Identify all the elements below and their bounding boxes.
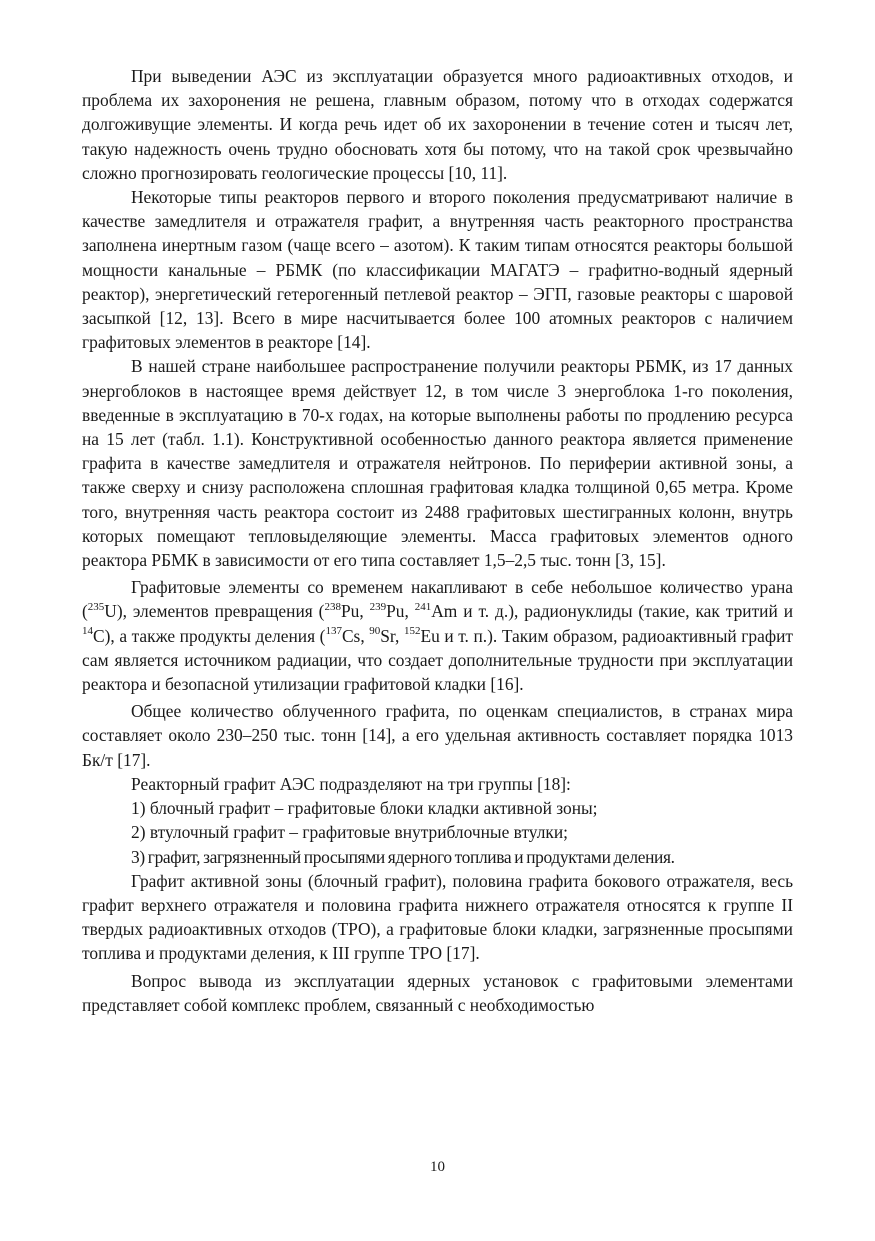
text-span: Pu, — [386, 601, 415, 622]
document-page — [82, 64, 793, 1017]
text-span: Eu и т. п.). Таким образом, радиоактивный графит сам является источником радиации, что создает дополнительные трудности при эксплуатации реактора и безопасной утилизации графитовой кладки [16]. — [82, 625, 794, 695]
isotope-mass: 90 — [369, 624, 381, 637]
isotope-mass: 238 — [324, 600, 341, 613]
page-number: 10 — [430, 1159, 445, 1175]
isotope-mass: 152 — [403, 624, 421, 637]
paragraph-groups-intro: Реакторный графит АЭС подразделяют на три группы [18]: — [131, 773, 571, 794]
list-item-group-3: 3) графит, загрязненный просыпями ядерного топлива и продуктами деления. — [131, 846, 675, 867]
paragraph-rbmk: В нашей стране наибольшее распространение получили реакторы РБМК, из 17 данных энергоблоков в настоящее время действует 12, в том числе 3 энергоблока 1-го поколения, введенные в эксплуатацию в 70-х годах, на которые выполнены работы по продлению ресурса на 15 лет (табл. 1.1). Конструктивной особенностью данного реактора является применение графита в качестве замедлителя и отражателя нейтронов. По периферии активной зоны, а также сверху и снизу расположена сплошная графитовая кладка толщиной 0,65 метра. Кроме того, внутренняя часть реактора состоит из 2488 графитовых шестигранных колонн, внутрь которых помещают тепловыделяющие элементы. Масса графитовых элементов одного реактора РБМК в зависимости от его типа составляет 1,5–2,5 тыс. тонн [3, 15]. — [82, 356, 793, 571]
isotope-mass: 241 — [414, 600, 432, 613]
text-span: Am и т. д.), радионуклиды (такие, как тритий и — [431, 601, 794, 622]
list-item-group-1: 1) блочный графит – графитовые блоки кладки активной зоны; — [131, 798, 598, 819]
text-span: Cs, — [341, 625, 370, 646]
text-span: Графитовые элементы со временем накапливают в себе небольшое количество урана ( — [82, 577, 793, 622]
list-item-group-2: 2) втулочный графит – графитовые внутриблочные втулки; — [131, 822, 569, 843]
paragraph-reactor-types: Некоторые типы реакторов первого и второго поколения предусматривают наличие в качестве замедлителя и отражателя графит, а внутренняя часть реакторного пространства заполнена инертным газом (чаще всего – азотом). К таким типам относятся реакторы большой мощности канальные – РБМК (по классификации МАГАТЭ – графитно-водный ядерный реактор), энергетический гетерогенный петлевой реактор – ЭГП, газовые реакторы с шаровой засыпкой [12, 13]. Всего в мире насчитывается более 100 атомных реакторов с наличием графитовых элементов в реакторе [14]. — [82, 187, 793, 353]
isotope-mass: 14 — [82, 624, 93, 637]
paragraph-isotopes — [82, 575, 793, 696]
text-span: С), а также продукты деления ( — [93, 625, 326, 646]
isotope-mass: 137 — [325, 624, 342, 637]
text-span: Sr, — [380, 625, 404, 646]
paragraph-graphite-amount: Общее количество облученного графита, по оценкам специалистов, в странах мира составляет около 230–250 тыс. тонн [14], а его удельная активность составляет порядка 1013 Бк/т [17]. — [82, 701, 793, 770]
isotope-mass: 235 — [87, 600, 105, 613]
paragraph-waste-disposal: При выведении АЭС из эксплуатации образуется много радиоактивных отходов, и проблема их захоронения не решена, главным образом, потому что в отходах содержатся долгоживущие элементы. И когда речь идет об их захоронении в течение сотен и тысяч лет, такую надежность очень трудно обосновать хотя бы потому, что на такой срок чрезвычайно сложно прогнозировать геологические процессы [10, 11]. — [82, 66, 793, 183]
text-span: Pu, — [340, 601, 370, 622]
isotope-mass: 239 — [369, 600, 387, 613]
paragraph-decommissioning: Вопрос вывода из эксплуатации ядерных установок с графитовыми элементами представляет собой комплекс проблем, связанный с необходимостью — [82, 970, 793, 1015]
paragraph-waste-classes: Графит активной зоны (блочный графит), половина графита бокового отражателя, весь графит верхнего отражателя и половина графита нижнего отражателя относятся к группе II твердых радиоактивных отходов (ТРО), а графитовые блоки кладки, загрязненные просыпями топлива и продуктами деления, к III группе ТРО [17]. — [82, 870, 793, 964]
text-span: U), элементов превращения ( — [104, 601, 325, 622]
